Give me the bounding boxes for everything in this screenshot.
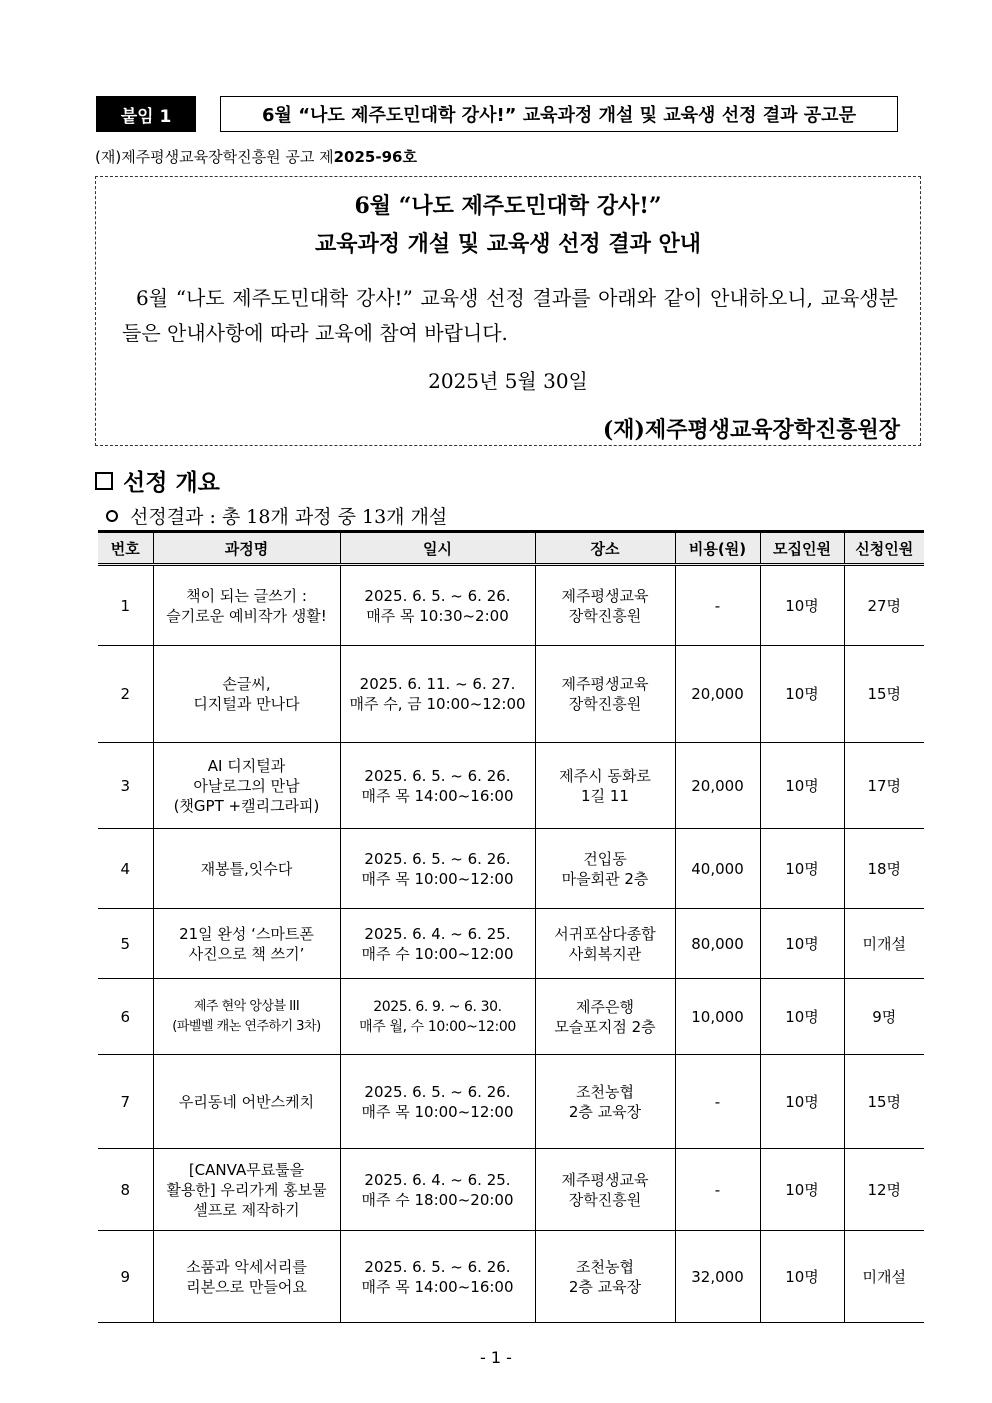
cell-cost: 80,000 (675, 909, 760, 979)
square-bullet-icon (95, 472, 113, 490)
cell-cost: 20,000 (675, 646, 760, 743)
cell-schedule: 2025. 6. 5. ~ 6. 26. 매주 목 10:00~12:00 (340, 1055, 535, 1149)
cell-no: 6 (98, 979, 153, 1055)
cell-course: 재봉틀,잇수다 (153, 829, 340, 909)
cell-course: AI 디지털과 아날로그의 만남 (챗GPT +캘리그라피) (153, 743, 340, 829)
table-row (98, 1055, 924, 1149)
cell-place: 서귀포삼다종합 사회복지관 (535, 909, 675, 979)
annex-header (96, 96, 900, 132)
table-row (98, 1149, 924, 1231)
cell-place: 건입동 마을회관 2층 (535, 829, 675, 909)
notice-date: 2025년 5월 30일 (428, 369, 588, 393)
cell-course: 21일 완성 ‘스마트폰 사진으로 책 쓰기’ (153, 909, 340, 979)
cell-no: 9 (98, 1231, 153, 1323)
notice-number-prefix: (재)제주평생교육장학진흥원 공고 제 (95, 148, 334, 166)
cell-applicants: 미개설 (844, 1231, 924, 1323)
section-title: 선정 개요 (123, 470, 220, 496)
cell-no: 4 (98, 829, 153, 909)
cell-place: 조천농협 2층 교육장 (535, 1055, 675, 1149)
cell-applicants: 12명 (844, 1149, 924, 1231)
cell-schedule: 2025. 6. 9. ~ 6. 30. 매주 월, 수 10:00~12:00 (340, 979, 535, 1055)
cell-place: 제주평생교육 장학진흥원 (535, 1149, 675, 1231)
notice-number-value: 2025-96호 (333, 148, 417, 166)
cell-capacity: 10명 (760, 565, 844, 646)
cell-capacity: 10명 (760, 979, 844, 1055)
cell-place: 제주시 동화로 1길 11 (535, 743, 675, 829)
notice-box (95, 176, 921, 446)
cell-course: 우리동네 어반스케치 (153, 1055, 340, 1149)
table-row (98, 979, 924, 1055)
header-no: 번호 (98, 532, 153, 565)
cell-capacity: 10명 (760, 909, 844, 979)
header-applicants: 신청인원 (844, 532, 924, 565)
cell-applicants: 27명 (844, 565, 924, 646)
notice-title-line1: 6월 “나도 제주도민대학 강사!” (354, 193, 662, 219)
cell-capacity: 10명 (760, 743, 844, 829)
section-heading (95, 464, 220, 497)
table-row (98, 646, 924, 743)
cell-place: 제주평생교육 장학진흥원 (535, 565, 675, 646)
cell-no: 3 (98, 743, 153, 829)
notice-title-line2: 교육과정 개설 및 교육생 선정 결과 안내 (315, 231, 701, 257)
section-subheading (106, 502, 447, 529)
cell-place: 제주평생교육 장학진흥원 (535, 646, 675, 743)
cell-capacity: 10명 (760, 1149, 844, 1231)
cell-applicants: 18명 (844, 829, 924, 909)
cell-capacity: 10명 (760, 646, 844, 743)
notice-number (95, 146, 417, 167)
cell-cost: - (675, 1149, 760, 1231)
cell-cost: 10,000 (675, 979, 760, 1055)
notice-body: 6월 “나도 제주도민대학 강사!” 교육생 선정 결과를 아래와 같이 안내하오니, 교육생분들은 안내사항에 따라 교육에 참여 바랍니다. (122, 286, 898, 345)
table-row (98, 565, 924, 646)
cell-cost: 20,000 (675, 743, 760, 829)
cell-course: 제주 현악 앙상블 III (파벨벨 캐논 연주하기 3차) (153, 979, 340, 1055)
cell-applicants: 15명 (844, 646, 924, 743)
cell-schedule: 2025. 6. 5. ~ 6. 26. 매주 목 10:00~12:00 (340, 829, 535, 909)
cell-applicants: 15명 (844, 1055, 924, 1149)
cell-course: [CANVA무료툴을 활용한] 우리가게 홍보물 셀프로 제작하기 (153, 1149, 340, 1231)
cell-applicants: 9명 (844, 979, 924, 1055)
notice-organization: (재)제주평생교육장학진흥원장 (602, 417, 900, 443)
table-row (98, 743, 924, 829)
annex-title: 6월 “나도 제주도민대학 강사!” 교육과정 개설 및 교육생 선정 결과 공고문 (220, 96, 898, 132)
cell-course: 손글씨, 디지털과 만나다 (153, 646, 340, 743)
cell-no: 7 (98, 1055, 153, 1149)
cell-cost: 40,000 (675, 829, 760, 909)
cell-no: 1 (98, 565, 153, 646)
header-course: 과정명 (153, 532, 340, 565)
cell-capacity: 10명 (760, 829, 844, 909)
header-cost: 비용(원) (675, 532, 760, 565)
cell-cost: 32,000 (675, 1231, 760, 1323)
annex-label: 붙임 1 (96, 96, 196, 132)
cell-cost: - (675, 1055, 760, 1149)
table-row (98, 829, 924, 909)
header-schedule: 일시 (340, 532, 535, 565)
cell-course: 책이 되는 글쓰기 : 슬기로운 예비작가 생활! (153, 565, 340, 646)
table-row (98, 909, 924, 979)
header-capacity: 모집인원 (760, 532, 844, 565)
cell-place: 조천농협 2층 교육장 (535, 1231, 675, 1323)
cell-schedule: 2025. 6. 5. ~ 6. 26. 매주 목 14:00~16:00 (340, 1231, 535, 1323)
header-place: 장소 (535, 532, 675, 565)
cell-applicants: 17명 (844, 743, 924, 829)
cell-schedule: 2025. 6. 4. ~ 6. 25. 매주 수 10:00~12:00 (340, 909, 535, 979)
course-table (98, 530, 924, 1323)
cell-capacity: 10명 (760, 1231, 844, 1323)
cell-schedule: 2025. 6. 5. ~ 6. 26. 매주 목 14:00~16:00 (340, 743, 535, 829)
page-number: - 1 - (480, 1348, 512, 1367)
cell-no: 8 (98, 1149, 153, 1231)
table-row (98, 1231, 924, 1323)
circle-bullet-icon (106, 510, 118, 522)
table-header-row (98, 532, 924, 565)
cell-schedule: 2025. 6. 11. ~ 6. 27. 매주 수, 금 10:00~12:00 (340, 646, 535, 743)
cell-course: 소품과 악세서리를 리본으로 만들어요 (153, 1231, 340, 1323)
cell-applicants: 미개설 (844, 909, 924, 979)
section-subtitle: 선정결과 : 총 18개 과정 중 13개 개설 (130, 506, 448, 528)
cell-schedule: 2025. 6. 4. ~ 6. 25. 매주 수 18:00~20:00 (340, 1149, 535, 1231)
cell-no: 5 (98, 909, 153, 979)
cell-capacity: 10명 (760, 1055, 844, 1149)
cell-place: 제주은행 모슬포지점 2층 (535, 979, 675, 1055)
cell-cost: - (675, 565, 760, 646)
cell-no: 2 (98, 646, 153, 743)
cell-schedule: 2025. 6. 5. ~ 6. 26. 매주 목 10:30~2:00 (340, 565, 535, 646)
